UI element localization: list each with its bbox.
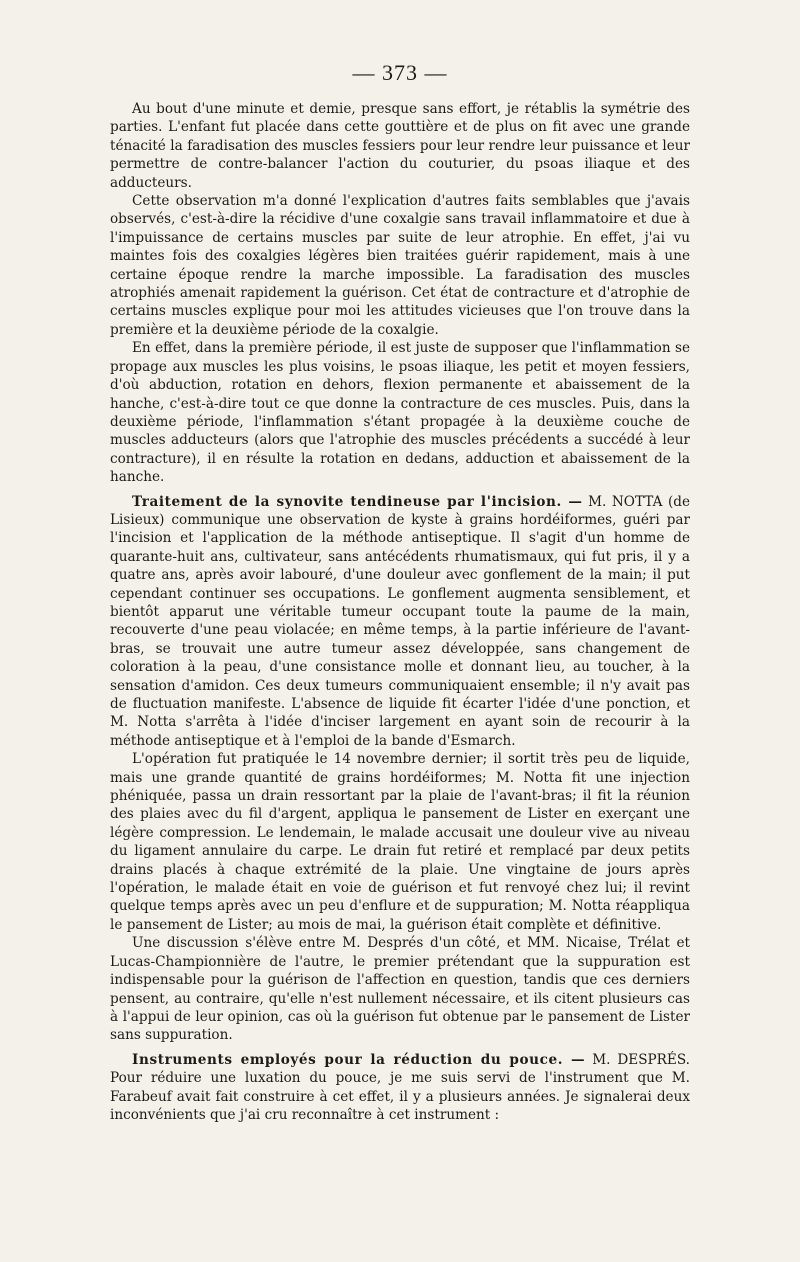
section-heading: Instruments employés pour la réduction du pouce. — (132, 1051, 586, 1068)
paragraph-text: Cette observation m'a donné l'explication d'autres faits semblables que j'avais observés, c'est-à-dire la récidive d'une coxalgie sans travail inflammatoire et due à l'impuissance de certains muscles par suite de leur atrophie. En effet, j'ai vu maintes fois des coxalgies légères bien traitées guérir rapidement, mais à une certaine époque rendre la marche impossible. La faradisation des muscles atrophiés amenait rapidement la guérison. Cet état de contracture et d'atrophie de certains muscles explique pour moi les attitudes vicieuses que l'on trouve dans la première et la deuxième période de la coxalgie. (110, 193, 690, 338)
page-number: — 373 — (352, 60, 448, 85)
section-heading: Traitement de la synovite tendineuse par l'incision. — (132, 493, 583, 510)
section-instruments (110, 1051, 690, 1125)
paragraph-5 (110, 750, 690, 934)
document-page (110, 60, 690, 1124)
paragraph-text: L'opération fut pratiquée le 14 novembre dernier; il sortit très peu de liquide, mais une grande quantité de grains hordéiformes; M. Notta fit une injection phéniquée, passa un drain ressortant par la plaie de l'avant-bras; il fit la réunion des plaies avec du fil d'argent, appliqua le pansement de Lister en exerçant une légère compression. Le lendemain, le malade accusait une douleur vive au niveau du ligament annulaire du carpe. Le drain fut retiré et remplacé par deux petits drains placés à chaque extrémité de la plaie. Une vingtaine de jours après l'opération, le malade était en voie de guérison et fut renvoyé chez lui; il revint quelque temps après avec un peu d'enflure et de suppuration; M. Notta réappliqua le pansement de Lister; au mois de mai, la guérison était complète et définitive. (110, 751, 690, 933)
paragraph-text: En effet, dans la première période, il est juste de supposer que l'inflammation se propage aux muscles les plus voisins, le psoas iliaque, les petit et moyen fessiers, d'où abduction, rotation en dehors, flexion permanente et abaissement de la hanche, c'est-à-dire tout ce que donne la contracture de ces muscles. Puis, dans la deuxième période, l'inflammation s'étant propagée à la deuxième couche de muscles adducteurs (alors que l'atrophie des muscles précédents a succédé à leur contracture), il en résulte la rotation en dedans, adduction et abaissement de la hanche. (110, 340, 690, 486)
paragraph-text: M. NOTTA (de Lisieux) communique une observation de kyste à grains hordéiformes, guéri par l'incision et l'application de la méthode antiseptique. Il s'agit d'un homme de quarante-huit ans, cultivateur, sans antécédents rhumatismaux, qui fut pris, il y a quatre ans, après avoir labouré, d'une douleur avec gonflement de la main; il put cependant continuer ses occupations. Le gonflement augmenta sensiblement, et bientôt apparut une véritable tumeur occupant toute la paume de la main, recouverte d'une peau violacée; en même temps, à la partie inférieure de l'avant-bras, se trouvait une autre tumeur assez développée, sans changement de coloration à la peau, d'une consistance molle et donnant lieu, au toucher, à la sensation d'amidon. Ces deux tumeurs communiquaient ensemble; il n'y avait pas de fluctuation manifeste. L'absence de liquide fit écarter l'idée d'une ponction, et M. Notta s'arrêta à l'idée d'inciser largement en ayant soin de recourir à la méthode antiseptique et à l'emploi de la bande d'Esmarch. (110, 493, 690, 749)
paragraph-3 (110, 339, 690, 486)
section-synovite (110, 493, 690, 751)
paragraph-text: M. DESPRÉS. Pour réduire une luxation du pouce, je me suis servi de l'instrument que M. Farabeuf avait fait construire à cet effet, il y a plusieurs années. Je signalerai deux inconvénients que j'ai cru reconnaître à cet instrument : (110, 1051, 690, 1123)
paragraph-1 (110, 100, 690, 192)
paragraph-text: Au bout d'une minute et demie, presque sans effort, je rétablis la symétrie des parties. L'enfant fut placée dans cette gouttière et de plus on fit avec une grande ténacité la faradisation des muscles fessiers pour leur rendre leur puissance et leur permettre de contre-balancer l'action du couturier, du psoas iliaque et des adducteurs. (110, 101, 690, 191)
paragraph-text: Une discussion s'élève entre M. Després d'un côté, et MM. Nicaise, Trélat et Lucas-Championnière de l'autre, le premier prétendant que la suppuration est indispensable pour la guérison de l'affection en question, tandis que ces derniers pensent, au contraire, qu'elle n'est nullement nécessaire, et ils citent plusieurs cas à l'appui de leur opinion, cas où la guérison fut obtenue par le pansement de Lister sans suppuration. (110, 935, 690, 1044)
paragraph-6 (110, 934, 690, 1044)
paragraph-2 (110, 192, 690, 339)
